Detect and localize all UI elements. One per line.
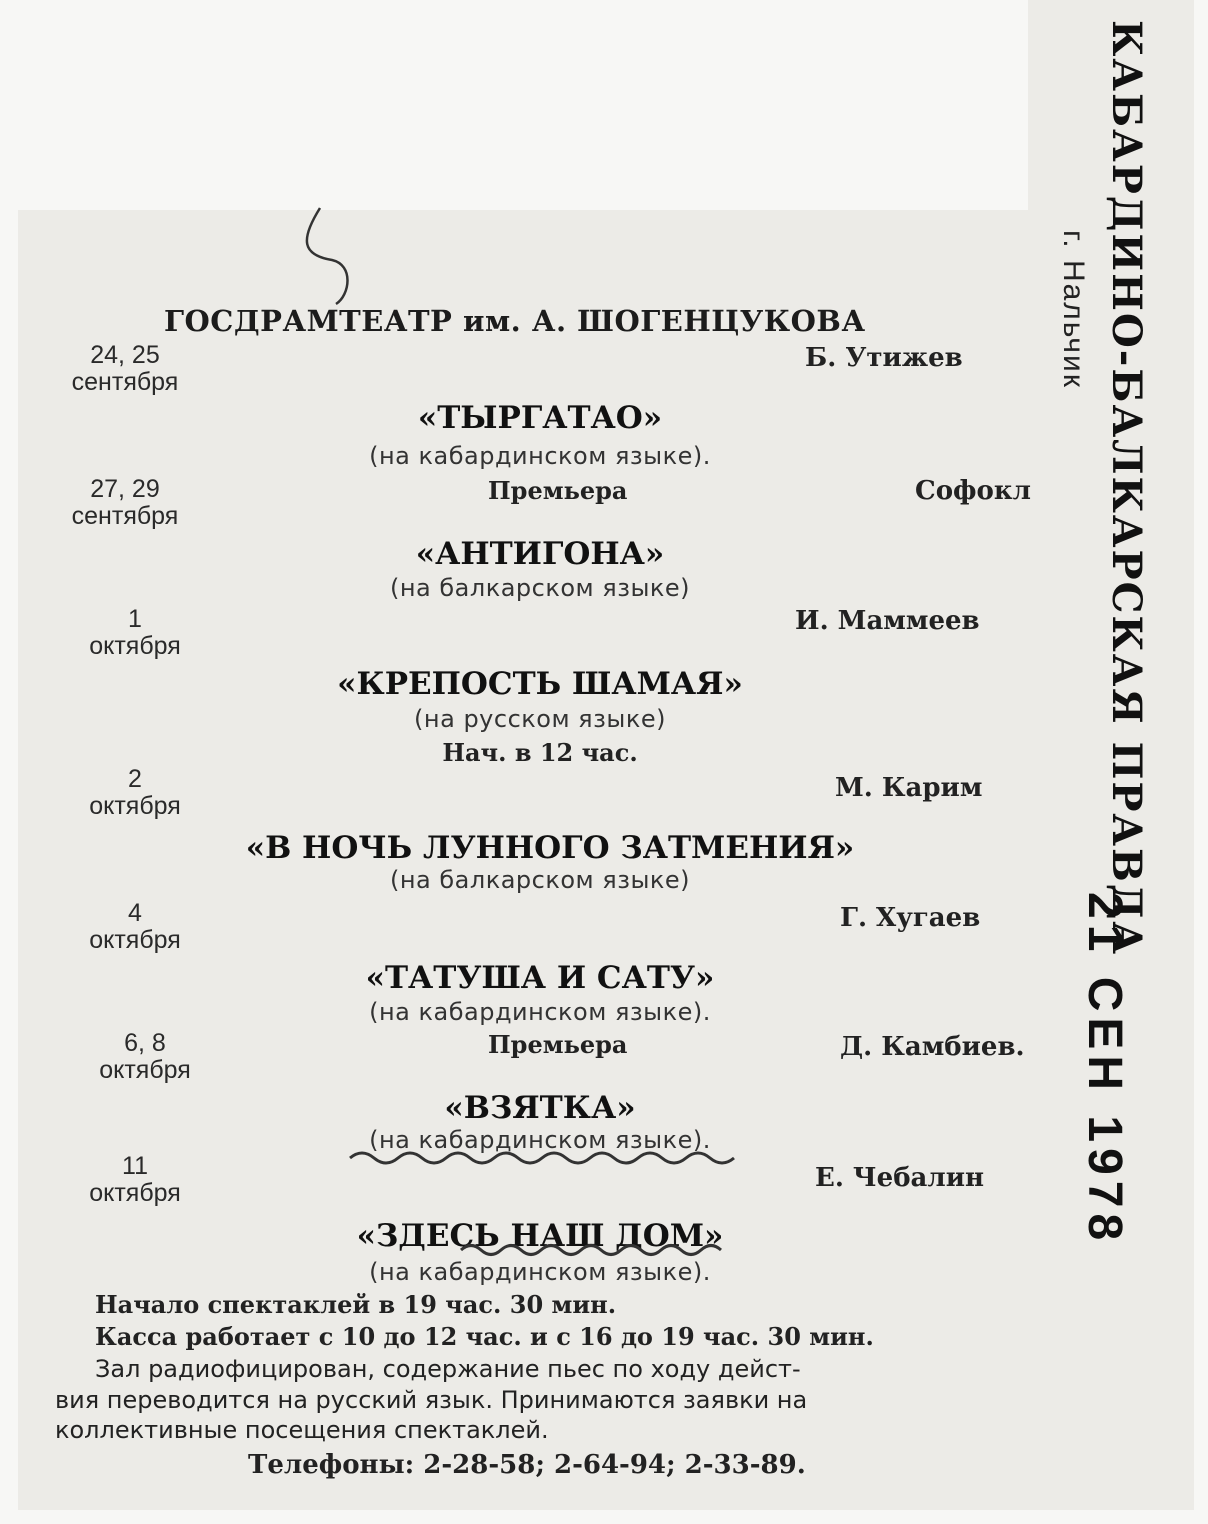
premiere-label: Премьера: [488, 476, 628, 505]
performance-date: 2 октября: [89, 765, 181, 820]
performance-author: Д. Камбиев.: [840, 1032, 1025, 1062]
performance-date: 4 октября: [89, 899, 181, 954]
radio-info-line: Зал радиофицирован, содержание пьес по ходу дейст-: [95, 1355, 801, 1383]
performance-title: «ТЫРГАТАО»: [417, 400, 663, 436]
premiere-label: Премьера: [488, 1030, 628, 1059]
performance-language: (на кабардинском языке).: [369, 1126, 711, 1154]
performance-date: 24, 25 сентября: [71, 341, 179, 396]
performance-title: «ТАТУША И САТУ»: [365, 960, 715, 996]
performance-language: (на кабардинском языке).: [369, 442, 711, 470]
newspaper-stamp: КАБАРДИНО-БАЛКАРСКАЯ ПРАВДА: [1103, 20, 1150, 956]
city-stamp: г. Нальчик: [1057, 230, 1090, 389]
performance-author: Софокл: [915, 476, 1031, 506]
pencil-underline: [340, 1140, 760, 1170]
performance-date: 1 октября: [89, 605, 181, 660]
theatre-title: ГОСДРАМТЕАТР им. А. ШОГЕНЦУКОВА: [164, 304, 866, 338]
performance-author: Е. Чебалин: [815, 1163, 985, 1193]
phone-numbers: Телефоны: 2-28-58; 2-64-94; 2-33-89.: [248, 1450, 806, 1480]
date-stamp: 21 СЕН 1978: [1078, 892, 1131, 1247]
performance-date: 27, 29 сентября: [71, 475, 179, 530]
box-office-info: Касса работает с 10 до 12 час. и с 16 до 19 час. 30 мин.: [95, 1322, 874, 1351]
performance-language: (на балкарском языке): [389, 866, 691, 894]
performance-date: 11 октября: [89, 1152, 181, 1207]
performance-language: (на балкарском языке): [389, 574, 691, 602]
performance-date: 6, 8 октября: [99, 1029, 191, 1084]
performance-language: (на русском языке): [414, 705, 666, 733]
performance-title: «В НОЧЬ ЛУННОГО ЗАТМЕНИЯ»: [245, 830, 855, 866]
start-time-note: Нач. в 12 час.: [442, 738, 638, 767]
performance-language: (на кабардинском языке).: [369, 998, 711, 1026]
performance-author: М. Карим: [835, 773, 983, 803]
performance-author: Б. Утижев: [805, 343, 963, 373]
pencil-underline: [455, 1236, 735, 1262]
performance-language: (на кабардинском языке).: [369, 1258, 711, 1286]
radio-info-line: коллективные посещения спектаклей.: [55, 1416, 549, 1444]
performance-author: Г. Хугаев: [840, 903, 981, 933]
performance-title: «КРЕПОСТЬ ШАМАЯ»: [337, 666, 743, 702]
performance-title: «ВЗЯТКА»: [444, 1090, 636, 1126]
radio-info-line: вия переводится на русский язык. Принимаются заявки на: [55, 1386, 808, 1414]
performance-author: И. Маммеев: [795, 606, 980, 636]
performance-title: «ЗДЕСЬ НАШ ДОМ»: [356, 1218, 724, 1254]
start-time-info: Начало спектаклей в 19 час. 30 мин.: [95, 1290, 617, 1319]
handwritten-mark: [292, 200, 362, 310]
performance-title: «АНТИГОНА»: [415, 536, 665, 572]
